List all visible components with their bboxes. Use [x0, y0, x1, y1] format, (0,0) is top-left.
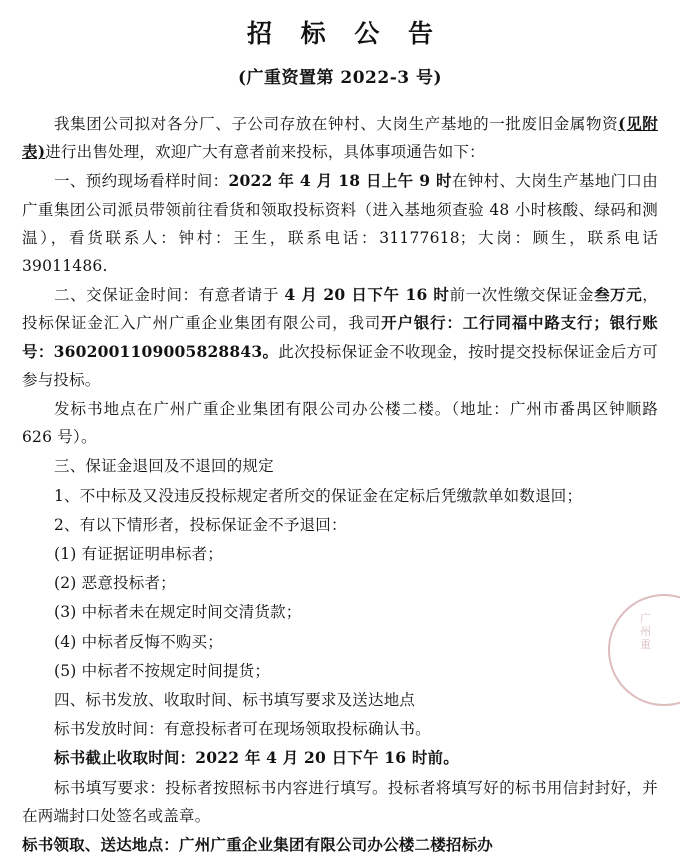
paragraph-item-2 — [22, 281, 658, 394]
seal-character: 州 — [640, 625, 651, 638]
text-run: 标书截止收取时间：2022 年 4 月 20 日下午 16 时前。 — [54, 748, 459, 768]
paragraph-item-14 — [22, 744, 658, 772]
text-run: 一、预约现场看样时间： — [54, 172, 229, 191]
text-run: 标书领取、送达地点：广州广重企业集团有限公司办公楼二楼招标办 — [22, 835, 494, 855]
text-run: 四、标书发放、收取时间、标书填写要求及送达地点 — [54, 691, 416, 710]
paragraph-item-10 — [22, 628, 658, 656]
text-run: 二、交保证金时间：有意者请于 — [54, 286, 285, 305]
text-run: (5) 中标者不按规定时间提货； — [54, 661, 271, 680]
text-run: (3) 中标者未在规定时间交清货款； — [54, 603, 302, 622]
text-run: (2) 恶意投标者； — [54, 574, 176, 593]
paragraph-item-16 — [22, 831, 658, 859]
text-run: (1) 有证据证明串标者； — [54, 545, 223, 564]
text-run: (4) 中标者反悔不购买； — [54, 632, 223, 651]
paragraph-item-15 — [22, 774, 658, 830]
document-number: (广重资置第 2022-3 号) — [237, 68, 443, 88]
paragraph-item-5 — [22, 482, 658, 510]
document-body — [0, 110, 680, 859]
text-run: 2022 年 4 月 18 日上午 9 时 — [228, 171, 452, 191]
paragraph-item-3 — [22, 395, 658, 451]
paragraph-item-8 — [22, 569, 658, 597]
text-run: 此次投标保证金不收现金，按时提交投标保证金后方可参与投标。 — [22, 342, 658, 389]
paragraph-item-6 — [22, 511, 658, 539]
text-run: ，投标保证金汇入广州广重企业集团有限公司，我司 — [22, 286, 658, 333]
text-run: 叁万元 — [594, 285, 643, 305]
text-run: 前一次性缴交保证金 — [449, 286, 595, 305]
page-title: 招 标 公 告 — [246, 19, 444, 48]
paragraph-item-1 — [22, 167, 658, 280]
document-page — [0, 16, 680, 855]
text-run: 标书发放时间：有意投标者可在现场领取投标确认书。 — [54, 720, 431, 739]
seal-character: 广 — [640, 612, 651, 625]
text-run: 开户银行：工行同福中路支行；银行账号：3602001109005828843。 — [22, 313, 658, 361]
text-run: 三、保证金退回及不退回的规定 — [54, 457, 274, 476]
seal-character: 重 — [640, 638, 651, 651]
paragraph-intro — [22, 110, 658, 166]
paragraph-item-7 — [22, 540, 658, 568]
text-run: 进行出售处理，欢迎广大有意者前来投标，具体事项通告如下： — [45, 143, 485, 162]
paragraph-item-4 — [22, 452, 658, 480]
paragraph-item-9 — [22, 598, 658, 626]
text-run: 发标书地点在广州广重企业集团有限公司办公楼二楼。（地址：广州市番禺区钟顺路 626 号）。 — [22, 400, 658, 447]
text-run: 4 月 20 日下午 16 时 — [284, 285, 450, 305]
text-run: 在钟村、大岗生产基地门口由广重集团公司派员带领前往看货和领取投标资料（进入基地须查验 48 小时核酸、绿码和测温），看货联系人：钟村：王生，联系电话：31177618；大岗：顾生，联系电话 39011486. — [22, 172, 658, 276]
paragraph-item-12 — [22, 686, 658, 714]
text-run: (见附表) — [22, 114, 658, 162]
text-run: 2、有以下情形者，投标保证金不予退回： — [54, 515, 347, 534]
text-run: 我集团公司拟对各分厂、子公司存放在钟村、大岗生产基地的一批废旧金属物资 — [54, 115, 619, 133]
text-run: 1、不中标及又没违反投标规定者所交的保证金在定标后凭缴款单如数退回； — [54, 486, 583, 505]
paragraph-item-13 — [22, 715, 658, 743]
paragraph-item-11 — [22, 657, 658, 685]
text-run: 标书填写要求：投标者按照标书内容进行填写。投标者将填写好的标书用信封封好，并在两端封口处签名或盖章。 — [22, 778, 658, 825]
